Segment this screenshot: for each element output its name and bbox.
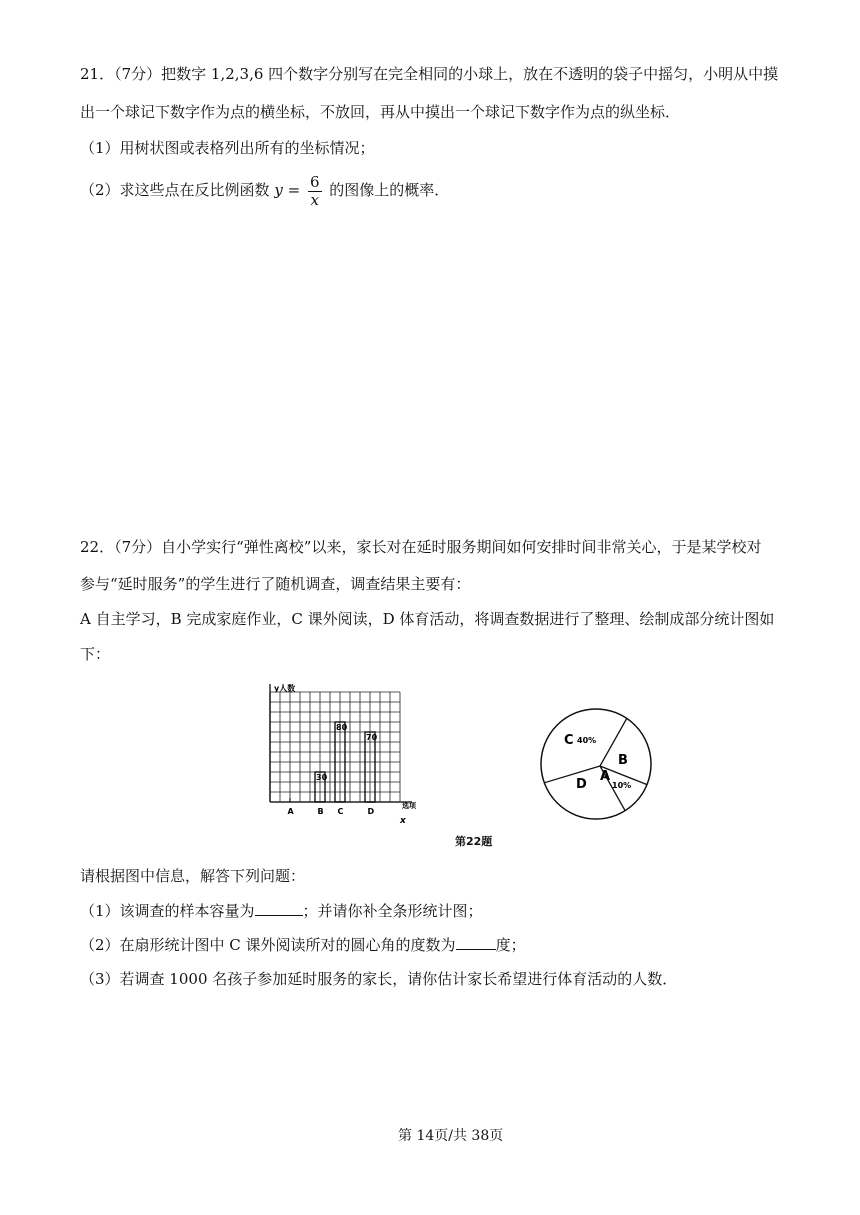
- q22-sub-2: [80, 935, 526, 955]
- fraction-denominator: x: [310, 190, 319, 209]
- pie-slice-label-D: D: [576, 777, 587, 792]
- answer-blank-2[interactable]: [456, 935, 496, 950]
- page-footer: 第 14页/共 38页: [398, 1128, 504, 1144]
- pie-chart-slices: [541, 709, 651, 819]
- fraction: [308, 174, 322, 209]
- fraction-numerator: 6: [309, 172, 320, 191]
- function-y: y: [274, 181, 283, 199]
- q22-line-3: A 自主学习，B 完成家庭作业，C 课外阅读，D 体育活动，将调查数据进行了整理、绘制成部分统计图如: [80, 610, 775, 628]
- figure-caption: 第22题: [455, 835, 493, 848]
- bar-value-label-D: 70: [366, 733, 378, 742]
- pie-slice-label-A: A: [600, 769, 611, 784]
- q21-line-2: 出一个球记下数字作为点的横坐标，不放回，再从中摸出一个球记下数字作为点的纵坐标．: [80, 103, 681, 121]
- category-label-A: A: [287, 807, 294, 816]
- q21-line-1: 21．（7分）把数字 1,2,3,6 四个数字分别写在完全相同的小球上，放在不透明的袋子中摇匀，小明从中摸: [80, 65, 779, 83]
- q22-line-2: 参与“延时服务”的学生进行了随机调查，调查结果主要有：: [80, 575, 471, 593]
- q21-sub-2: [80, 172, 449, 209]
- pie-slice-label-B: B: [618, 753, 628, 768]
- bar-value-label-C: 80: [336, 723, 348, 732]
- q22-sub-1-pre: （1）该调查的样本容量为: [80, 902, 255, 920]
- q22-line-1: 22．（7分）自小学实行“弹性离校”以来，家长对在延时服务期间如何安排时间非常关心，于是某学校对: [80, 538, 762, 556]
- category-label-B: B: [317, 807, 324, 816]
- y-axis-label: y人数: [274, 684, 296, 693]
- q21-sub-2-post: 的图像上的概率．: [329, 181, 450, 199]
- equals-sign: =: [287, 181, 301, 199]
- q22-sub-2-pre: （2）在扇形统计图中 C 课外阅读所对的圆心角的度数为: [80, 936, 456, 954]
- pie-outline: [541, 709, 651, 819]
- pie-slice-percent-A: 10%: [612, 781, 632, 790]
- q22-sub-2-post: 度；: [495, 936, 526, 954]
- q22-sub-1: [80, 901, 483, 921]
- q22-prompt: 请根据图中信息，解答下列问题：: [80, 867, 306, 885]
- q22-sub-3: （3）若调查 1000 名孩子参加延时服务的家长，请你估计家长希望进行体育活动的人数．: [80, 970, 678, 988]
- x-axis-label: 选项: [402, 802, 416, 810]
- pie-slice-label-C: C: [564, 733, 574, 748]
- pie-boundary-c-d: [544, 766, 600, 783]
- q21-sub-2-pre: （2）求这些点在反比例函数: [80, 181, 270, 199]
- bar-chart: [262, 680, 422, 828]
- pie-chart-labels: [564, 733, 631, 792]
- q21-sub-1: （1）用树状图或表格列出所有的坐标情况；: [80, 139, 375, 157]
- category-label-D: D: [367, 807, 375, 816]
- bar-chart-grid: [270, 684, 412, 802]
- q22-line-4: 下：: [80, 645, 111, 663]
- answer-blank-1[interactable]: [255, 901, 303, 916]
- q22-sub-1-post: ；并请你补全条形统计图；: [302, 902, 483, 920]
- pie-slice-percent-C: 40%: [577, 736, 597, 745]
- x-axis-letter: x: [400, 816, 406, 826]
- category-label-C: C: [337, 807, 344, 816]
- pie-chart: [538, 706, 654, 822]
- bar-value-label-B: 30: [316, 773, 328, 782]
